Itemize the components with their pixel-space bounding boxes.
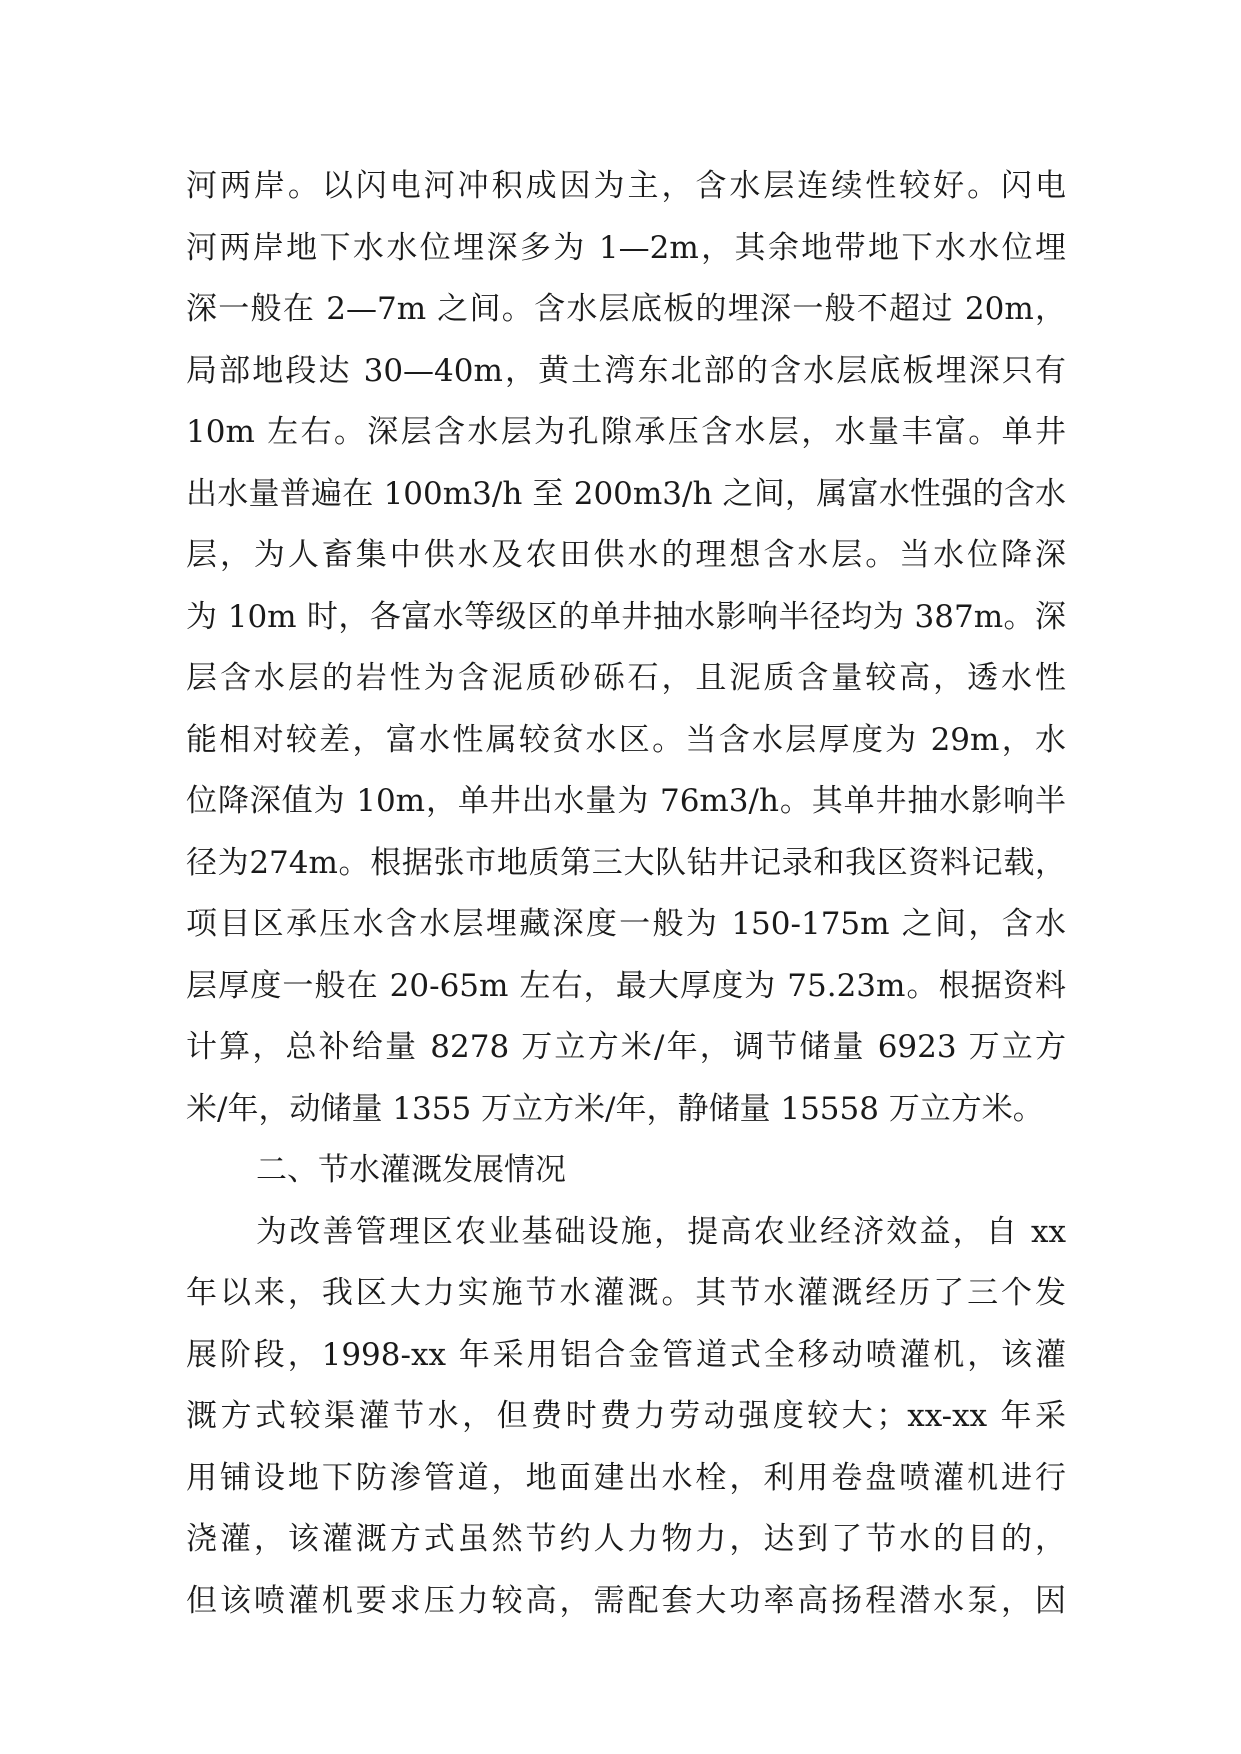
- section-heading: 二、节水灌溉发展情况: [256, 1152, 566, 1188]
- paragraph-line: 用铺设地下防渗管道，地面建出水栓，利用卷盘喷灌机进行: [186, 1459, 1066, 1496]
- paragraph-line: 位降深值为 10m，单井出水量为 76m3/h。其单井抽水影响半: [186, 783, 1066, 819]
- paragraph-line: 计算，总补给量 8278 万立方米/年，调节储量 6923 万立方: [186, 1029, 1066, 1065]
- paragraph-line: 河两岸地下水水位埋深多为 1—2m，其余地带地下水水位埋: [186, 229, 1066, 266]
- paragraph-line: 项目区承压水含水层埋藏深度一般为 150-175m 之间，含水: [186, 906, 1066, 942]
- paragraph-line: 为 10m 时，各富水等级区的单井抽水影响半径均为 387m。深: [186, 598, 1066, 635]
- paragraph-line: 能相对较差，富水性属较贫水区。当含水层厚度为 29m，水: [186, 721, 1066, 758]
- paragraph-line: 溉方式较渠灌节水，但费时费力劳动强度较大；xx-xx 年采: [186, 1398, 1066, 1434]
- paragraph-line: 为改善管理区农业基础设施，提高农业经济效益，自 xx: [256, 1213, 1066, 1250]
- paragraph-line: 层厚度一般在 20-65m 左右，最大厚度为 75.23m。根据资料: [186, 967, 1066, 1004]
- paragraph-line: 层，为人畜集中供水及农田供水的理想含水层。当水位降深: [186, 537, 1066, 573]
- paragraph-line: 展阶段，1998-xx 年采用铝合金管道式全移动喷灌机，该灌: [186, 1336, 1066, 1373]
- paragraph-line: 但该喷灌机要求压力较高，需配套大功率高扬程潜水泵，因: [186, 1582, 1066, 1619]
- paragraph-line: 浇灌，该灌溉方式虽然节约人力物力，达到了节水的目的，: [186, 1521, 1066, 1557]
- paragraph-line: 10m 左右。深层含水层为孔隙承压含水层，水量丰富。单井: [186, 414, 1066, 450]
- document-body: [186, 156, 1066, 1632]
- paragraph-line: 米/年，动储量 1355 万立方米/年，静储量 15558 万立方米。: [186, 1090, 1044, 1127]
- paragraph-line: 河两岸。以闪电河冲积成因为主，含水层连续性较好。闪电: [186, 168, 1066, 204]
- paragraph-line: 局部地段达 30—40m，黄土湾东北部的含水层底板埋深只有: [186, 352, 1066, 389]
- paragraph-line: 径为274m。根据张市地质第三大队钻井记录和我区资料记载，: [186, 844, 1066, 881]
- paragraph-line: 年以来，我区大力实施节水灌溉。其节水灌溉经历了三个发: [186, 1275, 1066, 1311]
- paragraph-line: 深一般在 2—7m 之间。含水层底板的埋深一般不超过 20m，: [186, 291, 1066, 327]
- paragraph-line: 出水量普遍在 100m3/h 至 200m3/h 之间，属富水性强的含水: [186, 475, 1066, 512]
- paragraph-line: 层含水层的岩性为含泥质砂砾石，且泥质含量较高，透水性: [186, 660, 1066, 696]
